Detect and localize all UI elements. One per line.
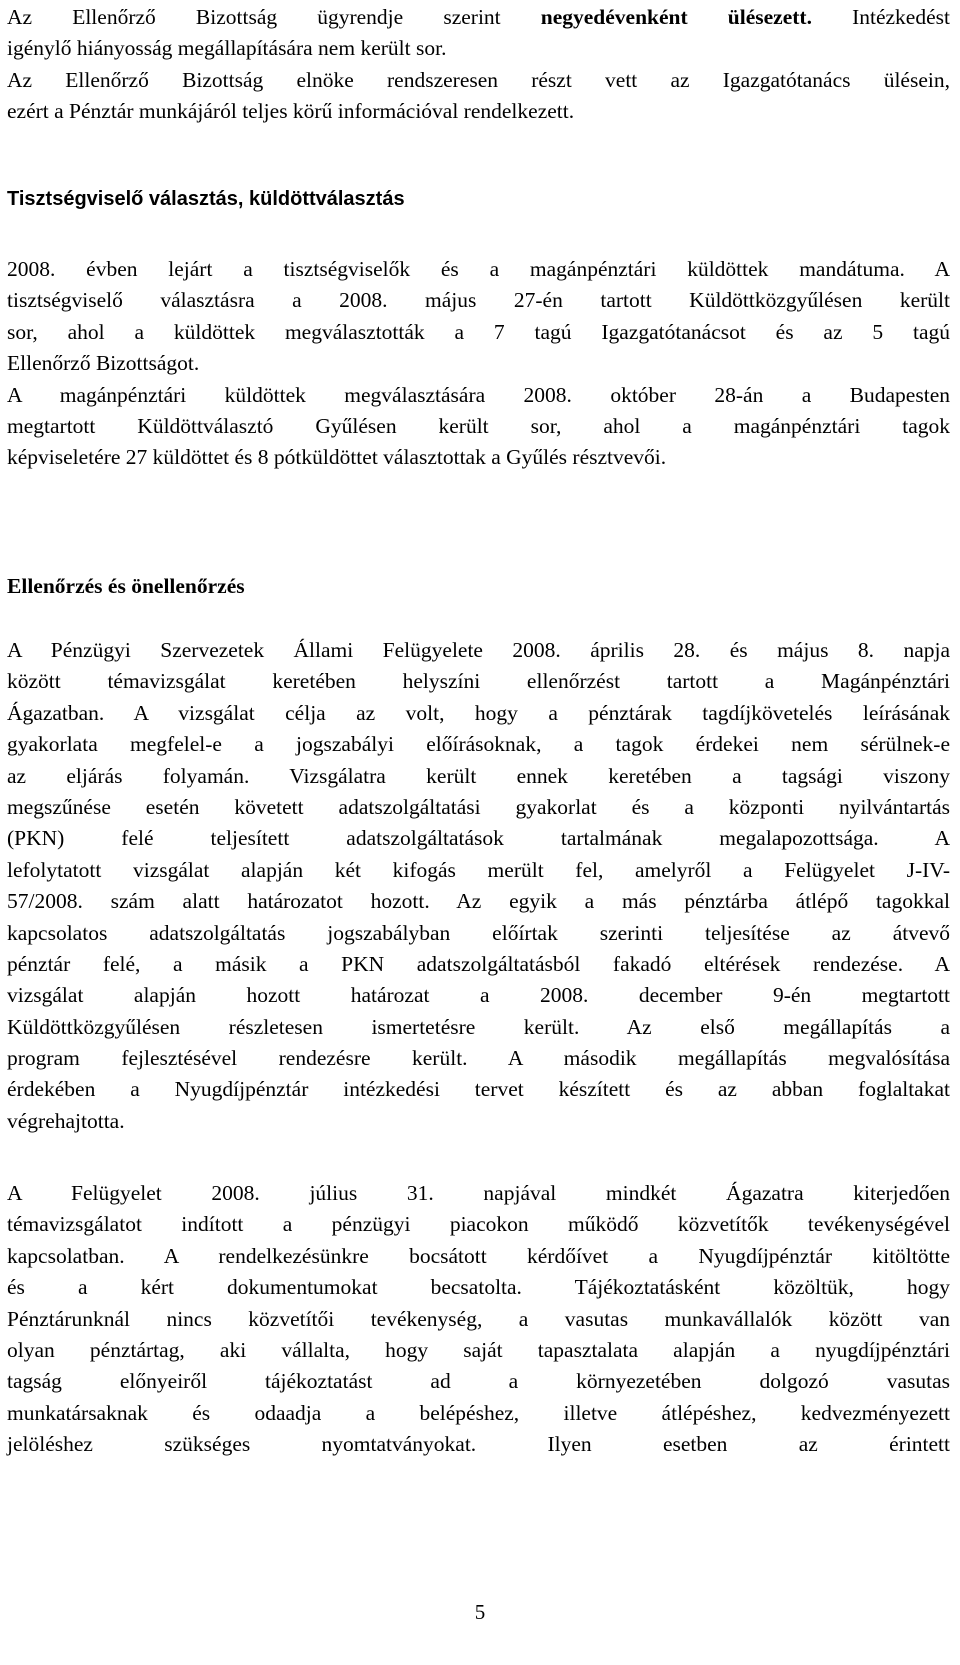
- text-line: Ágazatban. A vizsgálat célja az volt, hogy a pénztárak tagdíjkövetelés leírásának: [7, 700, 950, 725]
- paragraph-temavizsgalat: [7, 1178, 950, 1461]
- text-line: kapcsolatos adatszolgáltatás jogszabályban előírtak szerinti teljesítése az átvevő: [7, 920, 950, 945]
- text-run: Intézkedést: [811, 5, 950, 29]
- text-line: olyan pénztártag, aki vállalta, hogy saját tapasztalata alapján a nyugdíjpénztári: [7, 1337, 950, 1362]
- text-line: vizsgálat alapján hozott határozat a 2008. december 9-én megtartott: [7, 983, 950, 1008]
- text-line: sor, ahol a küldöttek megválasztották a 7 tagú Igazgatótanácsot és az 5 tagú: [7, 319, 950, 344]
- text-line: igénylő hiányosság megállapítására nem került sor.: [7, 36, 447, 61]
- text-line: végrehajtotta.: [7, 1108, 125, 1133]
- text-line: tisztségviselő választásra a 2008. május 27-én tartott Küldöttközgyűlésen került: [7, 288, 950, 313]
- text-line: megszűnése esetén követett adatszolgáltatási gyakorlat és a központi nyilvántartás: [7, 794, 950, 819]
- text-line: érdekében a Nyugdíjpénztár intézkedési tervet készített és az abban foglaltakat: [7, 1077, 950, 1102]
- text-line: gyakorlata megfelel-e a jogszabályi előírásoknak, a tagok érdekei nem sérülnek-e: [7, 732, 950, 757]
- text-line: lefolytatott vizsgálat alapján két kifogás merült fel, amelyről a Felügyelet J-IV-: [7, 857, 950, 882]
- text-line: Küldöttközgyűlésen részletesen ismertetésre került. Az első megállapítás a: [7, 1014, 950, 1039]
- text-line: program fejlesztésével rendezésre került. A második megállapítás megvalósítása: [7, 1046, 950, 1071]
- text-line: Az Ellenőrző Bizottság elnöke rendszeresen részt vett az Igazgatótanács ülésein,: [7, 67, 950, 92]
- text-line: között témavizsgálat keretében helyszíni ellenőrzést tartott a Magánpénztári: [7, 669, 950, 694]
- text-line: munkatársaknak és odaadja a belépéshez, illetve átlépéshez, kedvezményezett: [7, 1400, 950, 1425]
- text-line: 2008. évben lejárt a tisztségviselők és a magánpénztári küldöttek mandátuma. A: [7, 257, 950, 281]
- text-line: az eljárás folyamán. Vizsgálatra került ennek keretében a tagsági viszony: [7, 763, 950, 788]
- text-line: képviseletére 27 küldöttet és 8 pótküldöttet választottak a Gyűlés résztvevői.: [7, 445, 667, 470]
- text-line: Ellenőrző Bizottságot.: [7, 351, 200, 376]
- text-line: Pénztárunknál nincs közvetítői tevékenység, a vasutas munkavállalók között van: [7, 1306, 950, 1331]
- text-line: jelöléshez szükséges nyomtatványokat. Ilyen esetben az érintett: [7, 1432, 950, 1457]
- text-line: 57/2008. szám alatt határozatot hozott. Az egyik a más pénztárba átlépő tagokkal: [7, 889, 950, 914]
- page-number: 5: [474, 1600, 486, 1624]
- text-run: Az Ellenőrző Bizottság ügyrendje szerint: [7, 5, 541, 29]
- text-line: és a kért dokumentumokat becsatolta. Tájékoztatásként közöltük, hogy: [7, 1275, 950, 1300]
- text-line: A Pénzügyi Szervezetek Állami Felügyelete 2008. április 28. és május 8. napja: [7, 638, 950, 662]
- text-line: (PKN) felé teljesített adatszolgáltatások tartalmának megalapozottsága. A: [7, 826, 950, 851]
- text-line: A Felügyelet 2008. július 31. napjával mindkét Ágazatra kiterjedően: [7, 1181, 950, 1205]
- text-line: témavizsgálatot indított a pénzügyi piacokon működő közvetítők tevékenységével: [7, 1212, 950, 1237]
- text-line: kapcsolatban. A rendelkezésünkre bocsátott kérdőívet a Nyugdíjpénztár kitöltötte: [7, 1243, 950, 1268]
- text-line: pénztár felé, a másik a PKN adatszolgáltatásból fakadó eltérések rendezése. A: [7, 951, 950, 976]
- section-heading-valasztas: Tisztségviselő választás, küldöttválasztás: [7, 188, 405, 210]
- paragraph-valasztas: [7, 254, 950, 474]
- text-line: tagság előnyeiről tájékoztatást ad a környezetében dolgozó vasutas: [7, 1369, 950, 1394]
- paragraph-ellenorzes: [7, 635, 950, 1137]
- section-heading-ellenorzes: Ellenőrzés és önellenőrzés: [7, 574, 245, 598]
- bold-text-run: negyedévenként ülésezett.: [540, 5, 812, 29]
- text-line: [7, 2, 950, 33]
- text-line: ezért a Pénztár munkájáról teljes körű információval rendelkezett.: [7, 99, 575, 124]
- text-line: megtartott Küldöttválasztó Gyűlésen került sor, ahol a magánpénztári tagok: [7, 413, 950, 438]
- paragraph-bizottsag: [7, 2, 950, 128]
- text-line: A magánpénztári küldöttek megválasztására 2008. október 28-án a Budapesten: [7, 382, 950, 407]
